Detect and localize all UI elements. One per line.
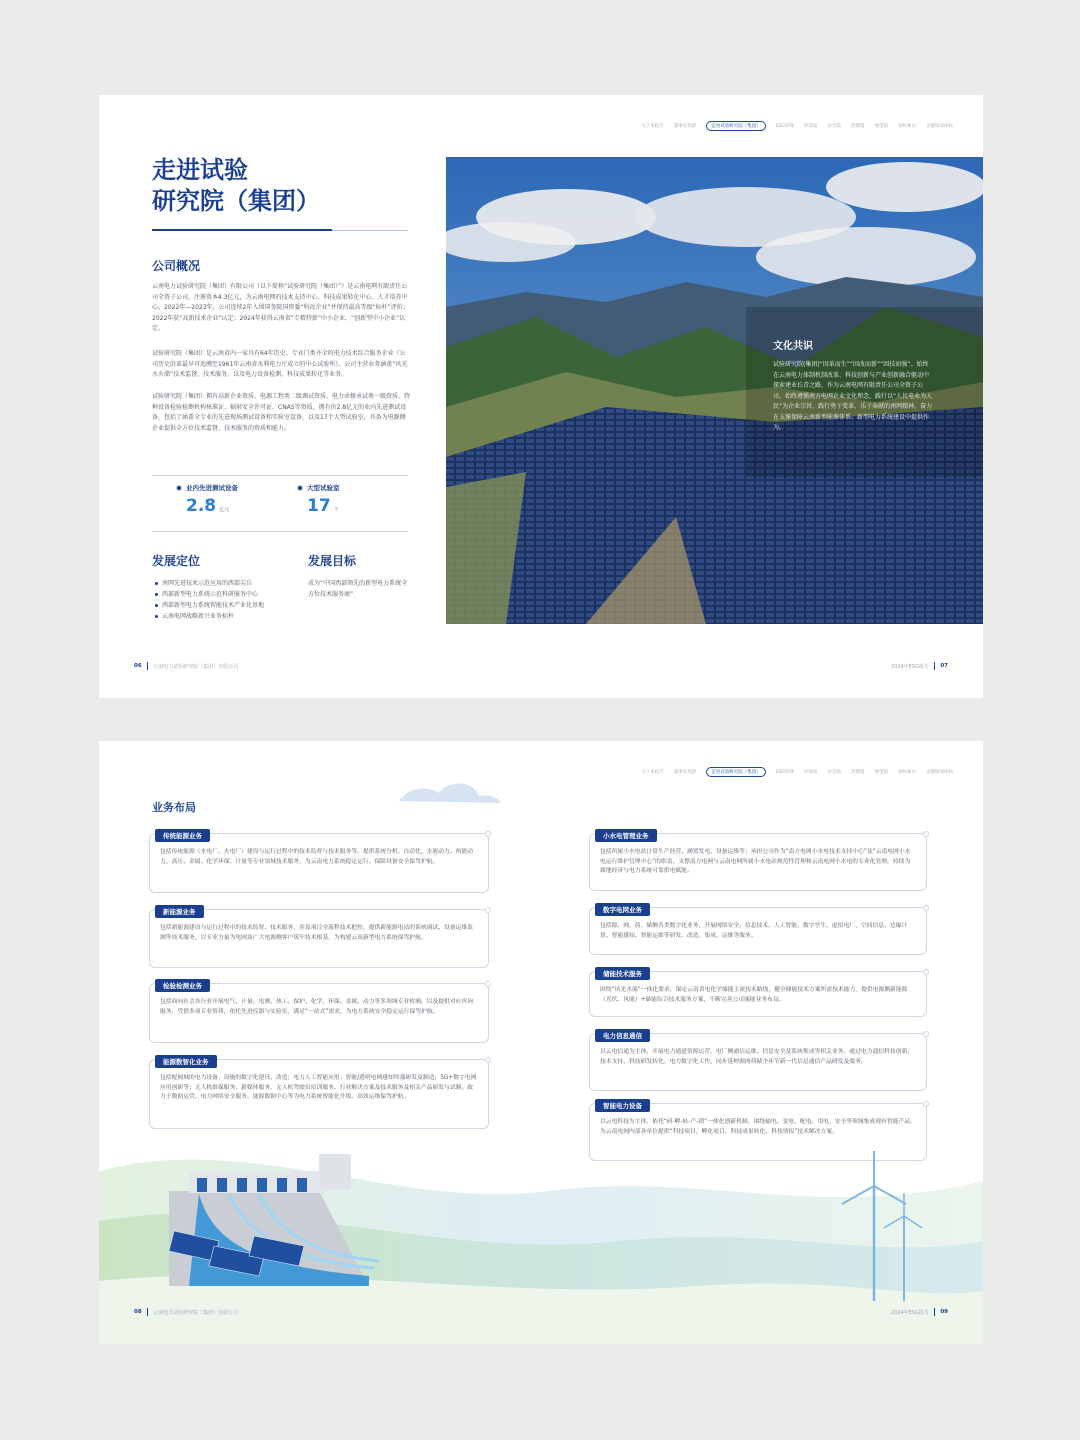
business-card-tag: 传统能源业务 — [155, 829, 210, 842]
footer-report-name: 2024年ESG报告 — [890, 1309, 929, 1316]
footer-company-name: 云南电力试验研究院（集团）有限公司 — [153, 1309, 239, 1316]
nav-item[interactable]: 社会篇 — [827, 770, 841, 775]
business-card-text: 包括传统能源（水电厂、火电厂）建设与运行过程中的技术监督与技术服务等。提供系统分析、自动化、水能动力、热能动力、高压、金属、化学环保、计量等专业领域技术服务，为云南电力系统稳定运行、保障设备安全保驾护航。 — [160, 849, 474, 865]
stat-value: 17 — [307, 496, 331, 516]
footer-report-name: 2024年ESG报告 — [890, 663, 929, 670]
business-card-tag: 数字电网业务 — [595, 903, 650, 916]
footer-left — [134, 662, 238, 670]
business-card-text: 包括源、网、荷、储侧各类数字化业务，开展网络安全、信息技术、人工智能、数字孪生、虚拟电厂、空间信息、边缘计算、智能感知、智能运维等研发、改造、集成、运维等服务。 — [600, 923, 908, 939]
report-spread-08-09 — [99, 741, 983, 1344]
page-number-bar — [934, 1308, 936, 1316]
overview-paragraph-1: 云南电力试验研究院（集团）有限公司（以下简称“试验研究院（集团）”）是云南电网有限责任公司全资子公司，注册资本4.3亿元，为云南电网的技术支持中心、科技成果转化中心、人才培养中心。2022年—2023年，公司连续2年入围国务院国资委“科改企业”并保持最高等级“标杆”评价；2022年获“高新技术企业”认定；2024年获得云南省“专精特新”中小企业、“创新型中小企业”认定。 — [152, 283, 409, 332]
card-corner-dot-icon — [923, 1101, 929, 1107]
stat-unit: 个 — [333, 507, 339, 513]
stats-top-divider — [152, 475, 408, 476]
stat-equipment — [176, 483, 238, 516]
card-corner-dot-icon — [485, 1057, 491, 1063]
stat-label: 大型试验室 — [307, 484, 340, 492]
stat-bullet-icon — [297, 485, 303, 491]
footer-left — [134, 1308, 238, 1316]
stat-value: 2.8 — [186, 496, 217, 516]
stat-label: 业内先进测试设备 — [186, 484, 238, 492]
card-corner-dot-icon — [923, 905, 929, 911]
business-card — [589, 833, 927, 891]
nav-item[interactable]: 指标索引 — [898, 770, 916, 775]
card-corner-dot-icon — [485, 831, 491, 837]
business-card — [149, 909, 489, 968]
page-number-left: 08 — [134, 1309, 142, 1315]
business-card-tag: 智能电力设备 — [595, 1099, 650, 1112]
stat-bullet-icon — [176, 485, 182, 491]
wind-turbine-illustration — [834, 1151, 924, 1301]
page-number-bar — [934, 662, 936, 670]
business-card-tag: 能源数智化业务 — [155, 1055, 217, 1068]
nav-item[interactable]: 关键绩效指标 — [926, 770, 953, 775]
nav-item[interactable]: 展望篇 — [874, 770, 888, 775]
business-card-text: 以云电信通为主体，开展电力通道资源运营、电厂侧通信运维、信息安全及系统集成等相关业务。通过电力通信科技创新、技术支持、科技研发转化、电力数字化工作，同步延伸源网荷储全环节新一代信息通信产品研发及服务。 — [600, 1049, 914, 1065]
business-card-tag: 新能源业务 — [155, 905, 204, 918]
business-card-tag: 储能技术服务 — [595, 967, 650, 980]
nav-item[interactable]: 走进试验研究院（集团） — [706, 767, 766, 777]
report-spread-06-07 — [99, 95, 983, 698]
positioning-item: 西部新型电力系统示范科研服务中心 — [155, 589, 264, 600]
nav-item[interactable]: 董事长致辞 — [673, 124, 697, 129]
goal-text: 成为“中国西部领先的新型电力系统全方位技术服务商” — [308, 580, 408, 598]
top-navigation — [641, 767, 953, 777]
nav-item[interactable]: 走进试验研究院（集团） — [706, 121, 766, 131]
overview-heading: 公司概况 — [152, 259, 201, 273]
nav-item[interactable]: 治理篇 — [851, 124, 865, 129]
page-title-line-2: 研究院（集团） — [152, 187, 320, 215]
business-card-tag: 电力信息通信 — [595, 1029, 650, 1042]
culture-title: 文化共识 — [773, 341, 813, 352]
business-card-text: 包括面向社会各行业开展电气、计量、电测、热工、保护、化学、环保、金属、动力等多领域专业检测，以及提供对应咨询服务，凭借多项专业资质，依托先进仪器与实验室，满足“一站式”需求，为电力系统安全稳定运行保驾护航。 — [160, 999, 474, 1015]
hydropower-dam-illustration — [169, 1136, 459, 1286]
nav-item[interactable]: 董事长致辞 — [673, 770, 697, 775]
overview-paragraph-2: 试验研究院（集团）是云南省内一家具有64年历史、专业门类齐全的电力技术综合服务企业（公司历史沿革最早可追溯至1961年云南省水利电力厅成立的中心试验所），公司主营业务涵盖“风光水火储”技术监督、技术服务，以及电力设备检测、科技成果转化等业务。 — [152, 350, 408, 378]
page-number-bar — [147, 662, 149, 670]
culture-overlay — [773, 337, 933, 434]
nav-item[interactable]: 环境篇 — [804, 770, 818, 775]
card-corner-dot-icon — [923, 831, 929, 837]
nav-item[interactable]: 关于本报告 — [641, 770, 664, 775]
business-card — [589, 1033, 927, 1091]
stats-bottom-divider — [152, 531, 408, 532]
footer-company-name: 云南电力试验研究院（集团）有限公司 — [153, 663, 239, 670]
page-number-right: 09 — [940, 1309, 948, 1315]
culture-text: 试验研究院(集团)“因革而生”“因改而新”“因技而强”。始终在云南电力体制机制改革、科技创新与产业创新融合驱动中探索建业长青之路，作为云南电网有限责任公司全资子公司，始终遵循南方电网企业文化理念，践行以“人民电业为人民”为企业宗旨，践行勇于变革、乐于奉献的南网精神，奋力在支撑保障云南新型能源体系、新型电力系统建设中提供作为。 — [773, 361, 933, 431]
business-layout-heading: 业务布局 — [152, 801, 196, 814]
positioning-item: 云南电网战略新兴业务标杆 — [155, 611, 264, 622]
positioning-item: 西部新型电力系统智能技术产业化基地 — [155, 600, 264, 611]
nav-item[interactable]: ESG管理 — [775, 770, 794, 775]
nav-item[interactable]: 环境篇 — [804, 124, 818, 129]
positioning-item: 南网先进技术示范应用的西部尖兵 — [155, 578, 264, 589]
card-corner-dot-icon — [485, 907, 491, 913]
business-card — [149, 1059, 489, 1129]
title-divider — [152, 230, 408, 231]
business-card-tag: 小水电管理业务 — [595, 829, 657, 842]
page-number-bar — [147, 1308, 149, 1316]
stat-unit: 亿元 — [219, 507, 230, 513]
nav-item[interactable]: 关键绩效指标 — [926, 124, 953, 129]
page-number-right: 07 — [940, 663, 948, 669]
card-corner-dot-icon — [923, 969, 929, 975]
positioning-heading: 发展定位 — [152, 554, 201, 568]
nav-item[interactable]: ESG管理 — [775, 124, 794, 129]
nav-item[interactable]: 治理篇 — [851, 770, 865, 775]
top-navigation — [641, 121, 953, 131]
business-card — [149, 983, 489, 1043]
business-card — [589, 907, 927, 955]
nav-item[interactable]: 社会篇 — [827, 124, 841, 129]
overview-paragraph-3: 试验研究院（集团）拥有高新企业资质、电源工程类二级调试资质、电力承修承试类一级资质、特种设备检验检测机构核准证、辐射安全许可证、CNAS等资质，拥有价2.8亿元的业内先进测试设备，包括了涵盖全专业的先进现场测试设备和实验室设备，以及17个大型试验室，具备为电源侧企业提供全方位技术监督、技术服务的资质和能力。 — [152, 393, 411, 432]
page-number-left: 06 — [134, 663, 142, 669]
business-card — [149, 833, 489, 893]
card-corner-dot-icon — [485, 981, 491, 987]
business-card — [589, 971, 927, 1017]
page-title — [152, 155, 320, 217]
business-card-text: 以云电科技为主体，依托“研-孵-转-产-销”一体化创新机制，围绕输电、变电、配电、用电、安全等领域集成现有智能产品，为云南电网内部各单位提供“科技项目，孵化项目，科技成果转化，科技情报”技术解决方案。 — [600, 1119, 916, 1135]
nav-item[interactable]: 关于本报告 — [641, 124, 664, 129]
business-card-tag: 检验检测业务 — [155, 979, 210, 992]
stat-laboratories — [297, 483, 340, 516]
nav-item[interactable]: 指标索引 — [898, 124, 916, 129]
business-card-text: 包括新能源建设与运行过程中的技术监督、技术服务，涉及项目全流程技术把控，提供新能源电站的系统调试、设备运维监测等技术服务，以专业力量为电网及广大电源侧客户筑牢技术根基，为构建云南新型电力系统保驾护航。 — [160, 925, 474, 941]
card-corner-dot-icon — [923, 1031, 929, 1037]
positioning-list — [155, 578, 264, 622]
business-card-text: 围绕“风光水储”一体化要求，锚定云南省电化学储能主流技术路线，健全储能技术方案所需技术能力，提供电源侧新能源（光伏、风能）+储能综合技术服务方案，不断完善公司储能业务布局。 — [600, 987, 908, 1003]
business-card-text: 包括配网域的电力设备、设施的数字化建设、改造；电力人工智能应用；智能/透明电网感知终端研发及制造；5G+数字电网应用创新等；无人机维保服务、新媒体服务、无人机驾驶员培训服务、行业解决方案及技术服务及相关产品研发与试制。致力于数据运营、电力网络安全服务、能源数据中心等为电力系统智能化升级、高效运维保驾护航。 — [160, 1075, 477, 1101]
goal-heading: 发展目标 — [308, 554, 357, 568]
footer-right — [891, 1308, 948, 1316]
nav-item[interactable]: 展望篇 — [874, 124, 888, 129]
solar-farm-photo — [446, 157, 983, 624]
business-card-text: 包括所属小水电站日常生产经营、涵置发电、设备运维等；承担公司作为“南方电网小水电技术支持中心”及“云南电网小水电运行维护管理中心”的职责，支撑南方电网与云南电网所属小水电站规范性管理和云南电网小水电的专业化管理，持续为属地经济与电力系统可靠供电赋能。 — [600, 849, 911, 875]
page-title-line-1: 走进试验 — [152, 156, 248, 184]
footer-right — [891, 662, 948, 670]
